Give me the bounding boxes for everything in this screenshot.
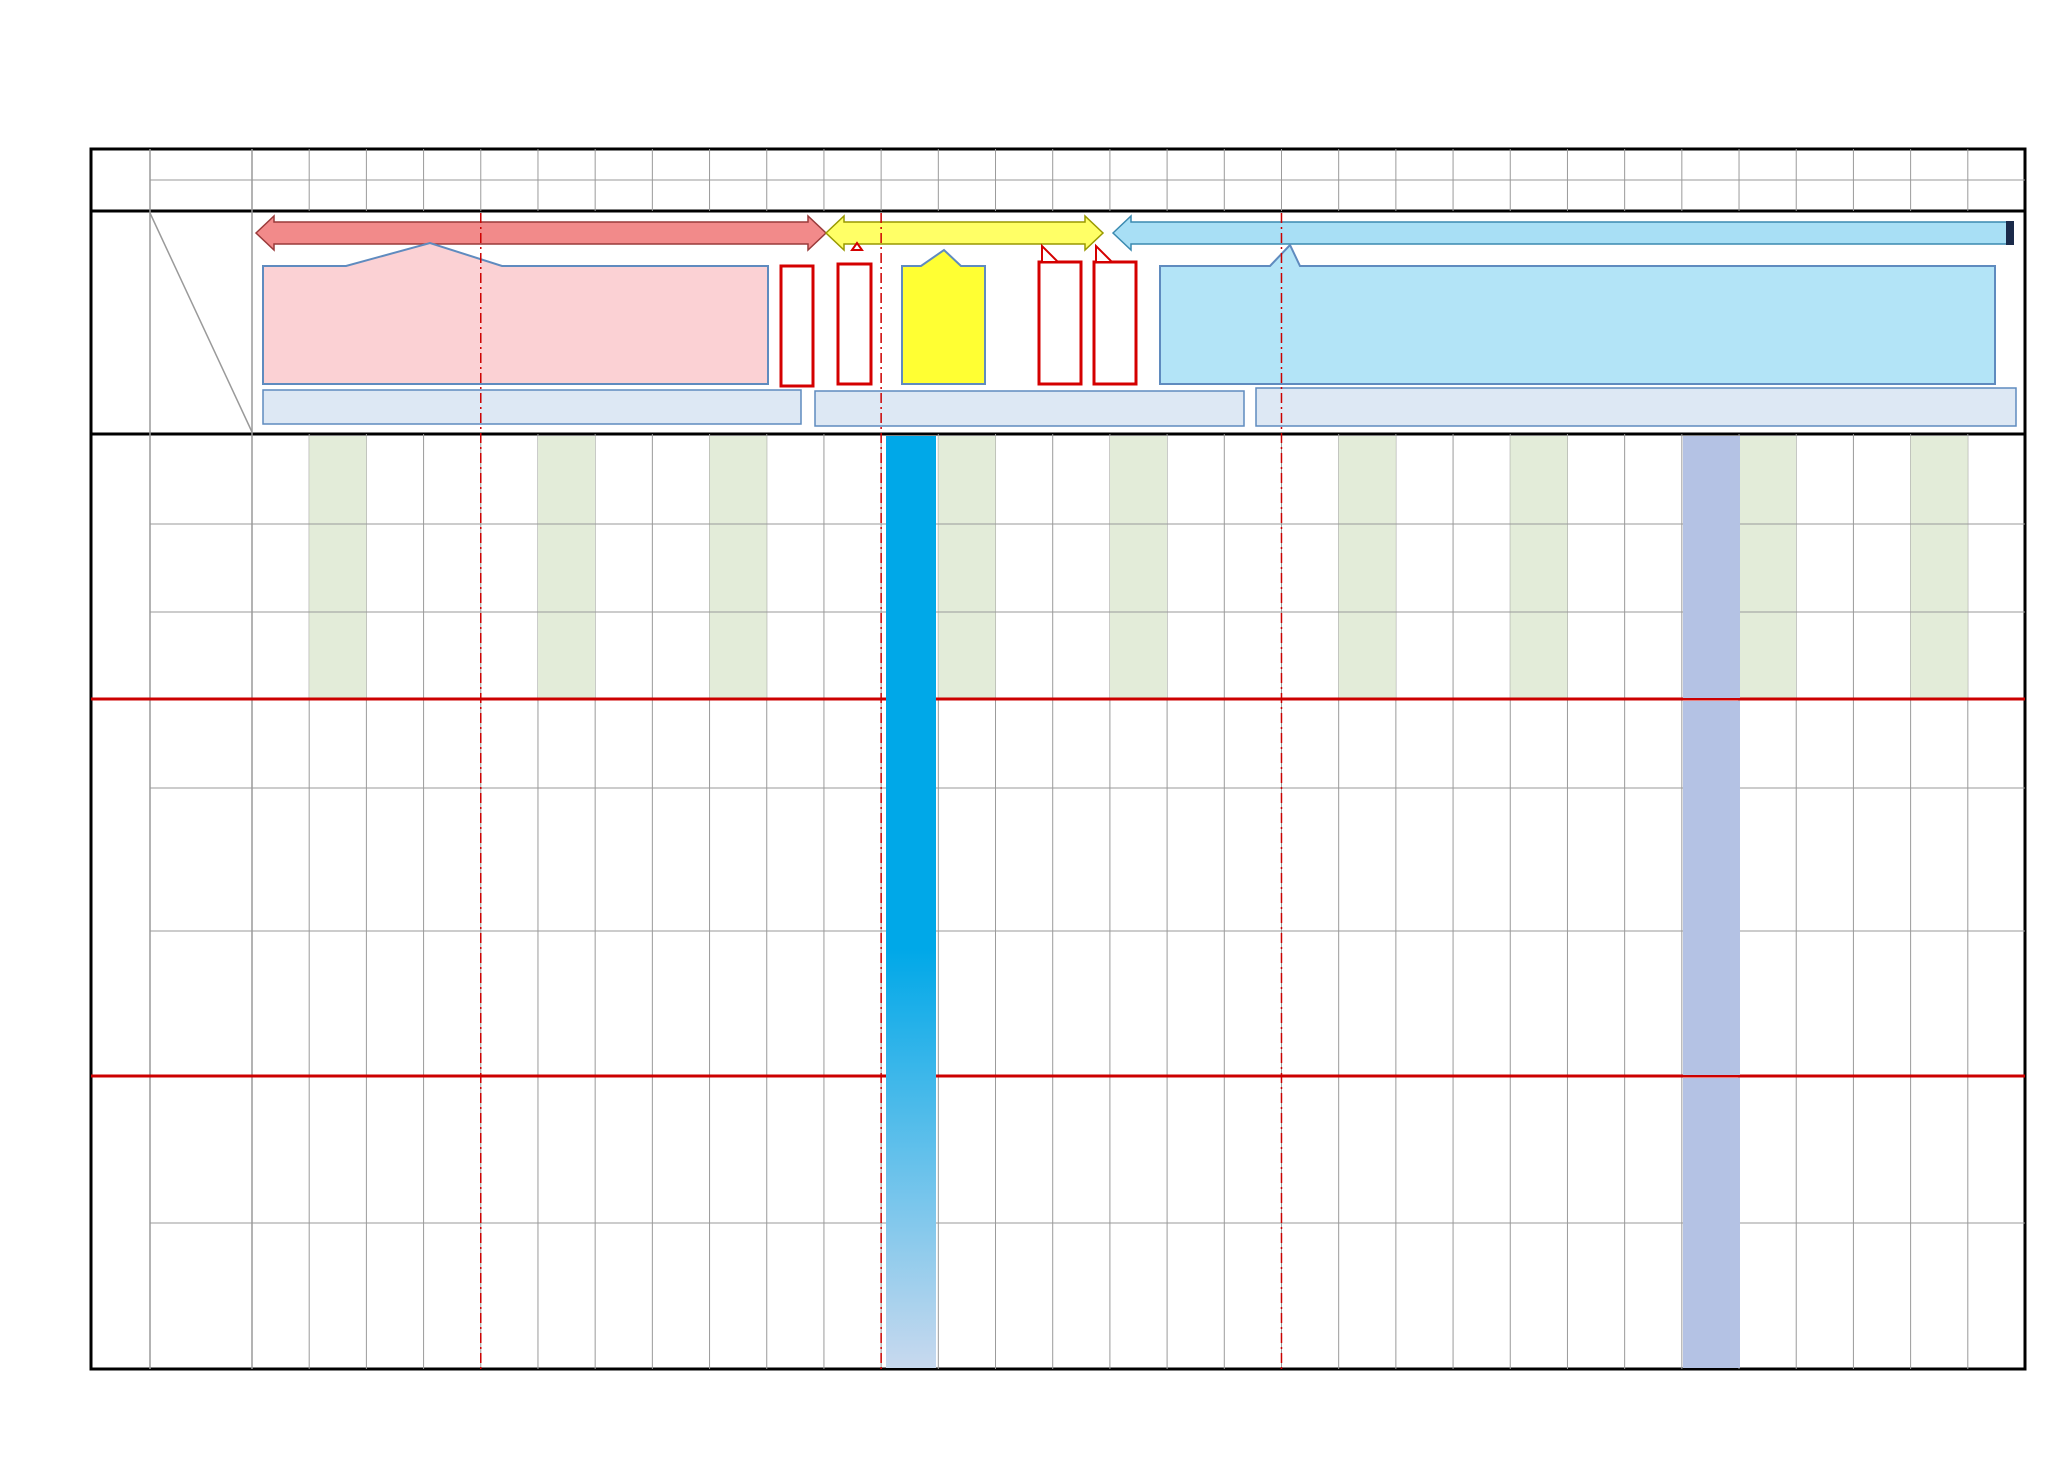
weekday-morning-shade bbox=[1510, 436, 1567, 698]
approval-mail-box bbox=[1039, 246, 1081, 384]
maintenance-blocks bbox=[1683, 436, 1740, 1368]
weekday-morning-shade bbox=[538, 436, 595, 698]
weekday-morning-shade bbox=[1110, 436, 1167, 698]
weekday-morning-shade bbox=[938, 436, 995, 698]
weekday-morning-shade bbox=[1739, 436, 1796, 698]
weekday-morning-shade bbox=[1911, 436, 1968, 698]
approval-review-box bbox=[902, 250, 985, 384]
note-strip-left bbox=[263, 390, 801, 424]
weekday-morning-shade bbox=[710, 436, 767, 698]
weekday-morning-shade bbox=[1339, 436, 1396, 698]
general-callout bbox=[1160, 245, 1995, 384]
auto-draw-box bbox=[781, 266, 813, 386]
sports-day-bar bbox=[886, 436, 936, 1368]
note-strip-right bbox=[1256, 388, 2016, 426]
note-strip-middle bbox=[815, 391, 1244, 426]
weekday-morning-shade bbox=[309, 436, 366, 698]
win-mail-box bbox=[838, 243, 871, 384]
status-post-box bbox=[1094, 246, 1136, 384]
